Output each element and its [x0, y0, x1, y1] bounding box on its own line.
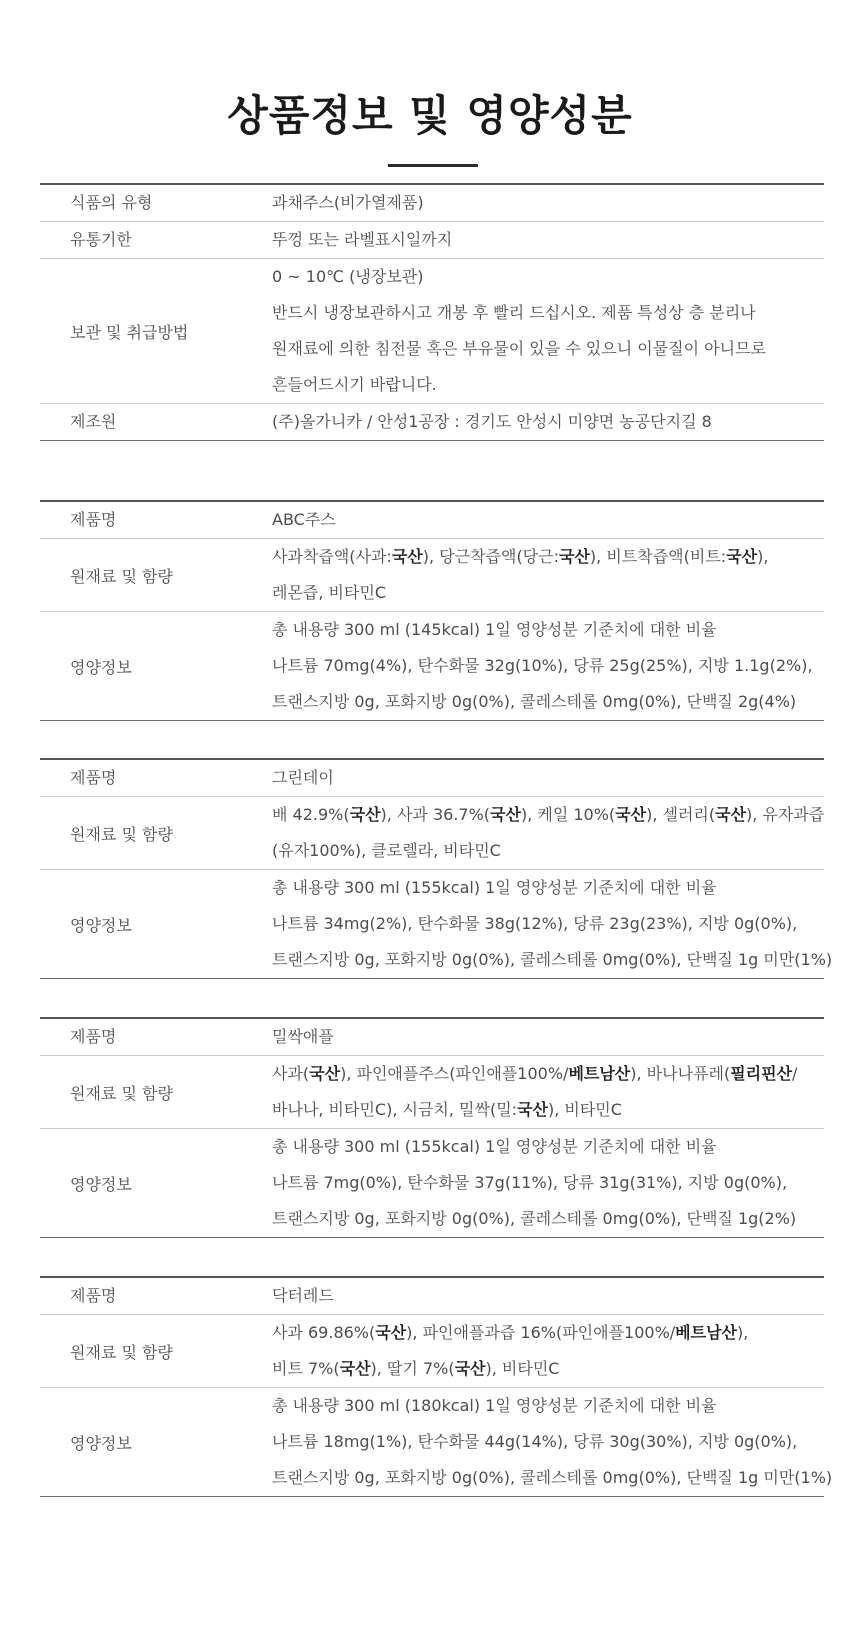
row-label: 제품명	[40, 501, 270, 539]
row-label: 제품명	[40, 1277, 270, 1315]
row-label: 제품명	[40, 1018, 270, 1056]
table-row	[40, 1388, 824, 1497]
table-row	[40, 1315, 824, 1388]
ingredients-value	[270, 539, 824, 612]
text-line: 나트륨 18mg(1%), 탄수화물 44g(14%), 당류 30g(30%), 지방 0g(0%),	[272, 1432, 798, 1451]
text-line: 총 내용량 300 ml (155kcal) 1일 영양성분 기준치에 대한 비율	[272, 1137, 717, 1156]
origin-highlight: 국산	[726, 547, 758, 566]
text-line: 반드시 냉장보관하시고 개봉 후 빨리 드십시오. 제품 특성상 층 분리나	[272, 303, 756, 322]
product-name: 그린데이	[270, 759, 824, 797]
ingredients-value	[270, 1056, 824, 1129]
origin-highlight: 국산	[339, 1359, 371, 1378]
table-row	[40, 612, 824, 721]
table-row	[40, 222, 824, 259]
product-name: ABC주스	[270, 501, 824, 539]
general-info-table	[40, 183, 824, 441]
title-divider	[388, 164, 478, 167]
origin-highlight: 국산	[309, 1064, 341, 1083]
text-line: 0 ~ 10℃ (냉장보관)	[272, 267, 424, 286]
table-row	[40, 797, 824, 870]
text-line: 트랜스지방 0g, 포화지방 0g(0%), 콜레스테롤 0mg(0%), 단백질 1g 미만(1%)	[272, 1468, 833, 1487]
text-line: 비트 7%(국산), 딸기 7%(국산), 비타민C	[272, 1359, 560, 1378]
text-line: 트랜스지방 0g, 포화지방 0g(0%), 콜레스테롤 0mg(0%), 단백질 1g 미만(1%)	[272, 950, 833, 969]
table-row	[40, 184, 824, 222]
nutrition-value	[270, 612, 824, 721]
text-line: 사과(국산), 파인애플주스(파인애플100%/베트남산), 바나나퓨레(필리핀산/	[272, 1064, 798, 1083]
text-line: (유자100%), 클로렐라, 비타민C	[272, 841, 501, 860]
nutrition-value	[270, 1129, 824, 1238]
table-row	[40, 1277, 824, 1315]
table-row	[40, 759, 824, 797]
text-line: 총 내용량 300 ml (180kcal) 1일 영양성분 기준치에 대한 비율	[272, 1396, 717, 1415]
product-table-abc	[40, 500, 824, 721]
row-label: 원재료 및 함량	[40, 797, 270, 870]
origin-highlight: 국산	[615, 805, 647, 824]
row-label: 제품명	[40, 759, 270, 797]
text-line: 사과 69.86%(국산), 파인애플과즙 16%(파인애플100%/베트남산),	[272, 1323, 749, 1342]
origin-highlight: 베트남산	[568, 1064, 631, 1083]
text-line: 사과착즙액(사과:국산), 당근착즙액(당근:국산), 비트착즙액(비트:국산),	[272, 547, 769, 566]
product-name: 밀싹애플	[270, 1018, 824, 1056]
origin-highlight: 국산	[391, 547, 423, 566]
origin-highlight: 국산	[375, 1323, 407, 1342]
text-line: 바나나, 비타민C), 시금치, 밀싹(밀:국산), 비타민C	[272, 1100, 622, 1119]
text-line: 레몬즙, 비타민C	[272, 583, 387, 602]
row-label: 영양정보	[40, 870, 270, 979]
nutrition-value	[270, 1388, 833, 1497]
page-title: 상품정보 및 영양성분	[227, 91, 633, 140]
table-row	[40, 539, 824, 612]
row-label: 보관 및 취급방법	[40, 259, 270, 404]
origin-highlight: 국산	[490, 805, 521, 824]
product-name: 닥터레드	[270, 1277, 824, 1315]
text-line: 나트륨 7mg(0%), 탄수화물 37g(11%), 당류 31g(31%), 지방 0g(0%),	[272, 1173, 788, 1192]
text-line: 배 42.9%(국산), 사과 36.7%(국산), 케일 10%(국산), 셀러리(국산), 유자과즙	[272, 805, 825, 824]
ingredients-value	[270, 797, 824, 870]
row-label: 유통기한	[40, 222, 270, 259]
row-value	[270, 259, 824, 404]
text-line: 총 내용량 300 ml (145kcal) 1일 영양성분 기준치에 대한 비율	[272, 620, 717, 639]
origin-highlight: 국산	[349, 805, 381, 824]
row-value: (주)올가니카 / 안성1공장 : 경기도 안성시 미양면 농공단지길 8	[270, 404, 824, 441]
text-line: 원재료에 의한 침전물 혹은 부유물이 있을 수 있으니 이물질이 아니므로	[272, 339, 766, 358]
table-row	[40, 1129, 824, 1238]
table-row	[40, 259, 824, 404]
row-label: 영양정보	[40, 612, 270, 721]
row-label: 원재료 및 함량	[40, 1315, 270, 1388]
nutrition-value	[270, 870, 833, 979]
product-table-greenday	[40, 758, 833, 979]
row-value: 뚜껑 또는 라벨표시일까지	[270, 222, 824, 259]
product-table-milssak-apple	[40, 1017, 824, 1238]
text-line: 흔들어드시기 바랍니다.	[272, 375, 437, 394]
table-row	[40, 404, 824, 441]
text-line: 총 내용량 300 ml (155kcal) 1일 영양성분 기준치에 대한 비율	[272, 878, 717, 897]
table-row	[40, 1056, 824, 1129]
table-row	[40, 1018, 824, 1056]
row-label: 제조원	[40, 404, 270, 441]
origin-highlight: 국산	[715, 805, 747, 824]
row-label: 영양정보	[40, 1388, 270, 1497]
origin-highlight: 국산	[559, 547, 590, 566]
text-line: 트랜스지방 0g, 포화지방 0g(0%), 콜레스테롤 0mg(0%), 단백질 1g(2%)	[272, 1209, 797, 1228]
table-row	[40, 870, 824, 979]
row-value: 과채주스(비가열제품)	[270, 184, 824, 222]
table-row	[40, 501, 824, 539]
ingredients-value	[270, 1315, 824, 1388]
product-table-doctor-red	[40, 1276, 833, 1497]
row-label: 원재료 및 함량	[40, 1056, 270, 1129]
text-line: 나트륨 70mg(4%), 탄수화물 32g(10%), 당류 25g(25%), 지방 1.1g(2%),	[272, 656, 813, 675]
origin-highlight: 베트남산	[675, 1323, 737, 1342]
row-label: 식품의 유형	[40, 184, 270, 222]
origin-highlight: 국산	[454, 1359, 486, 1378]
row-label: 원재료 및 함량	[40, 539, 270, 612]
text-line: 트랜스지방 0g, 포화지방 0g(0%), 콜레스테롤 0mg(0%), 단백질 2g(4%)	[272, 692, 797, 711]
origin-highlight: 국산	[517, 1100, 548, 1119]
origin-highlight: 필리핀산	[730, 1064, 793, 1083]
row-label: 영양정보	[40, 1129, 270, 1238]
text-line: 나트륨 34mg(2%), 탄수화물 38g(12%), 당류 23g(23%), 지방 0g(0%),	[272, 914, 798, 933]
